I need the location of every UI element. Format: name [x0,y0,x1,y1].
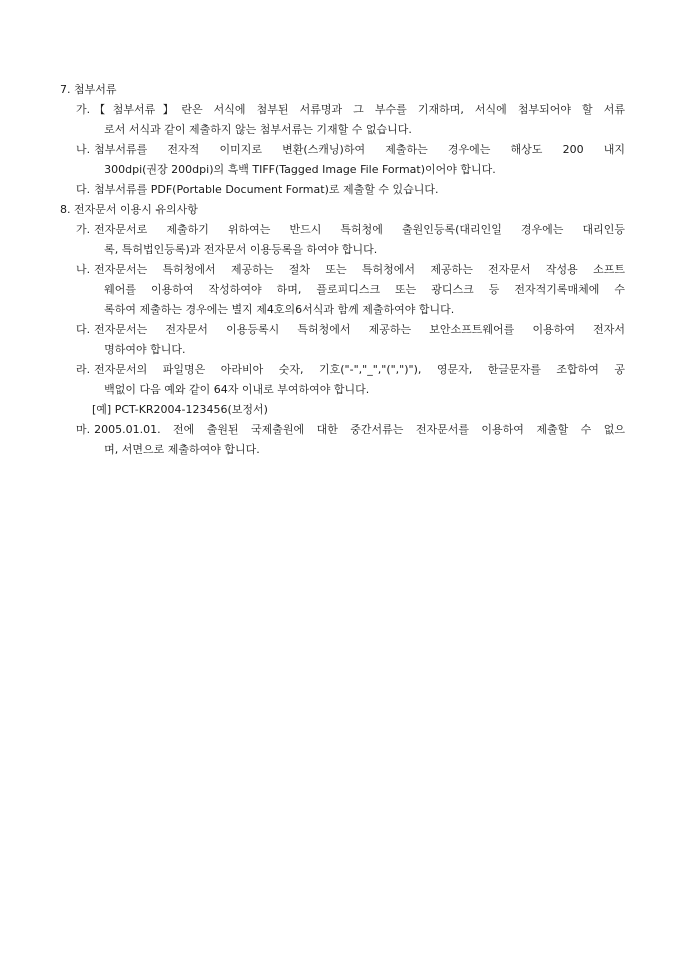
item-text-line: 록, 특허법인등록)과 전자문서 이용등록을 하여야 합니다. [104,243,378,256]
list-item [60,140,625,180]
item-body [94,140,625,180]
item-body [94,420,625,460]
item-text-line: 전자문서는 특허청에서 제공하는 절차 또는 특허청에서 제공하는 전자문서 작성용 소프트 [94,263,625,276]
item-marker: 가. [76,103,91,116]
section-attachments [60,80,625,200]
item-text-line: 300dpi(권장 200dpi)의 흑백 TIFF(Tagged Image File Format)이어야 합니다. [104,163,496,176]
list-item [60,360,625,400]
list-item [60,220,625,260]
item-marker: 가. [76,223,91,236]
item-body [94,180,625,200]
item-body [94,320,625,360]
item-text-line: 첨부서류를 PDF(Portable Document Format)로 제출할 수 있습니다. [94,183,439,196]
item-marker: 나. [76,263,91,276]
list-item [60,260,625,320]
document-content [60,80,625,460]
section-electronic-docs [60,200,625,460]
item-text-line: 웨어를 이용하여 작성하여야 하며, 플로피디스크 또는 광디스크 등 전자적기록매체에 수 [104,283,625,296]
item-body [94,100,625,140]
item-text-line: 【첨부서류】란은 서식에 첨부된 서류명과 그 부수를 기재하며, 서식에 첨부되어야 할 서류 [94,103,625,116]
list-item [60,100,625,140]
item-text-line: 로서 서식과 같이 제출하지 않는 첨부서류는 기재할 수 없습니다. [104,123,412,136]
item-body [94,360,625,400]
list-item [60,320,625,360]
item-body [94,220,625,260]
item-text-line: 며, 서면으로 제출하여야 합니다. [104,443,260,456]
list-item [60,420,625,460]
item-marker: 다. [76,323,91,336]
item-text-line: 백없이 다음 예와 같이 64자 이내로 부여하여야 합니다. [104,383,370,396]
item-marker: 마. [76,423,91,436]
item-marker: 라. [76,363,91,376]
item-marker: 나. [76,143,91,156]
section-heading: 7. 첨부서류 [60,83,117,96]
item-text-line: 전자문서의 파일명은 아라비아 숫자, 기호("-","_","(",")"), 영문자, 한글문자를 조합하여 공 [94,363,625,376]
item-text-line: 2005.01.01. 전에 출원된 국제출원에 대한 중간서류는 전자문서를 이용하여 제출할 수 없으 [94,423,625,436]
item-marker: 다. [76,183,91,196]
item-text-line: 첨부서류를 전자적 이미지로 변환(스캐닝)하여 제출하는 경우에는 해상도 200 내지 [94,143,625,156]
item-text-line: 전자문서는 전자문서 이용등록시 특허청에서 제공하는 보안소프트웨어를 이용하여 전자서 [94,323,625,336]
section-heading: 8. 전자문서 이용시 유의사항 [60,203,198,216]
filename-example: [예] PCT-KR2004-123456(보정서) [92,403,268,416]
list-item [60,180,625,200]
item-body [94,260,625,320]
item-text-line: 록하여 제출하는 경우에는 별지 제4호의6서식과 함께 제출하여야 합니다. [104,303,455,316]
item-text-line: 전자문서로 제출하기 위하여는 반드시 특허청에 출원인등록(대리인일 경우에는 대리인등 [94,223,625,236]
item-text-line: 명하여야 합니다. [104,343,186,356]
